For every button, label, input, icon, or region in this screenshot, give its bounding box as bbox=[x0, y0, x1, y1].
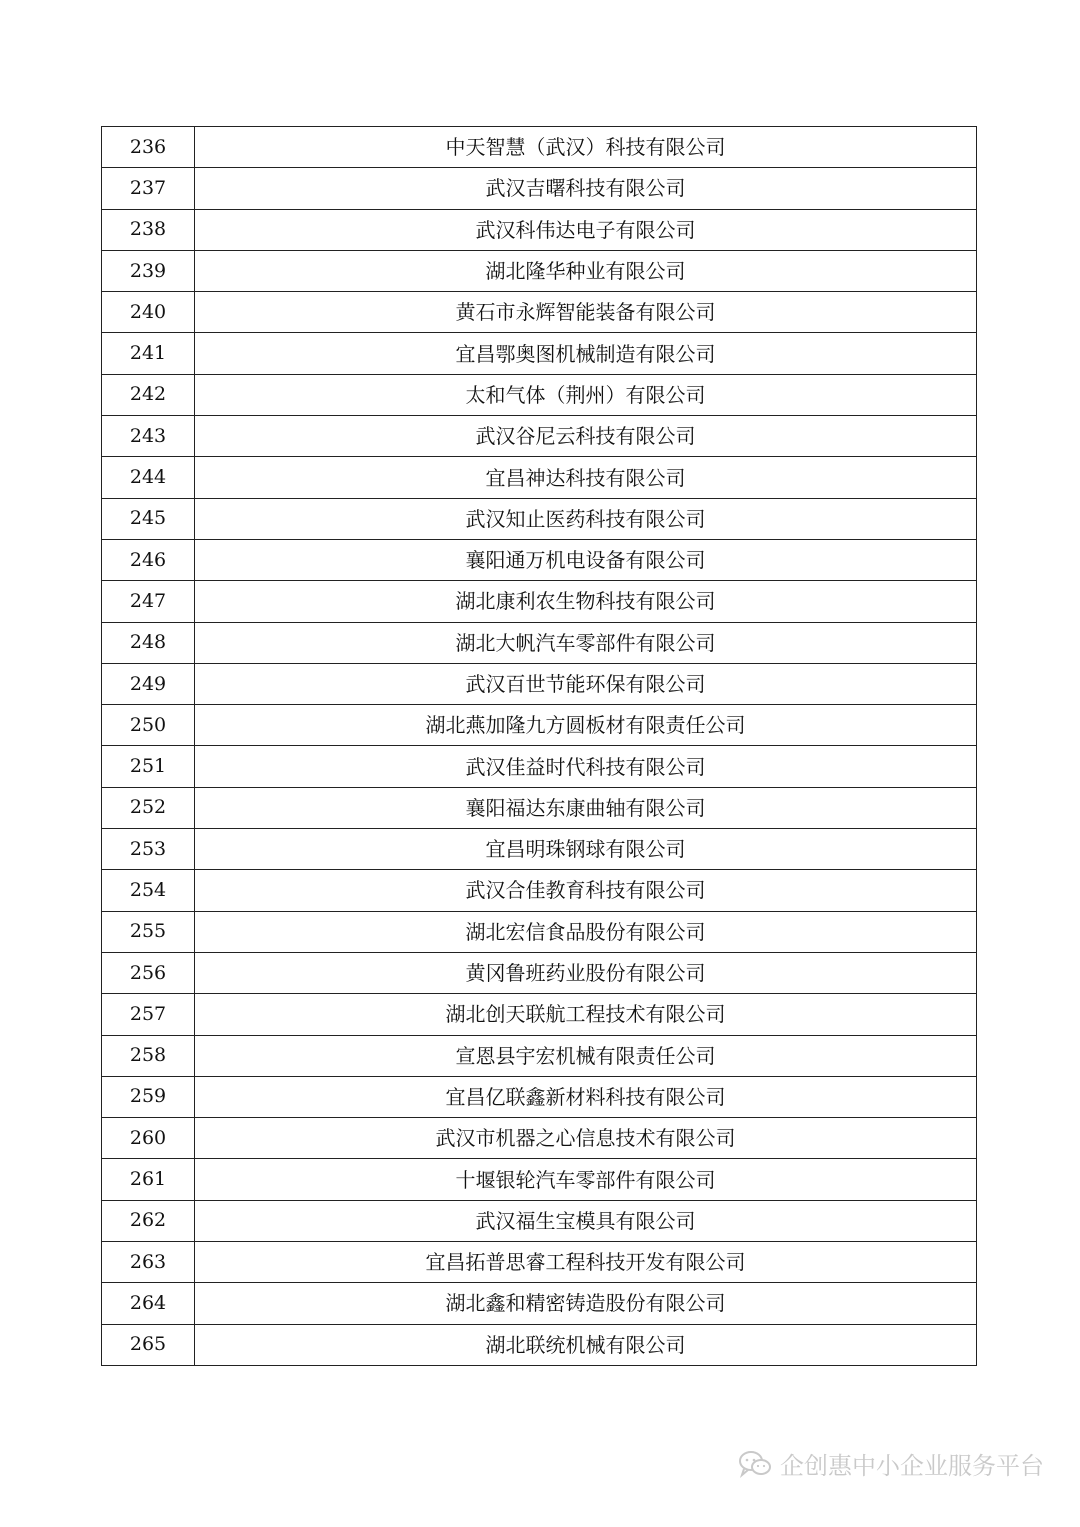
table-row bbox=[102, 705, 977, 746]
company-name-cell: 太和气体（荆州）有限公司 bbox=[195, 374, 977, 415]
row-number-cell: 251 bbox=[102, 746, 195, 787]
company-list-table bbox=[101, 126, 977, 1366]
watermark bbox=[738, 1446, 1044, 1481]
company-name-cell: 武汉福生宝模具有限公司 bbox=[195, 1200, 977, 1241]
row-number-cell: 241 bbox=[102, 333, 195, 374]
row-number-cell: 250 bbox=[102, 705, 195, 746]
company-name-cell: 宜昌拓普思睿工程科技开发有限公司 bbox=[195, 1242, 977, 1283]
table-row bbox=[102, 1283, 977, 1324]
table-row bbox=[102, 829, 977, 870]
company-name-cell: 湖北宏信食品股份有限公司 bbox=[195, 911, 977, 952]
watermark-text: 企创惠中小企业服务平台 bbox=[780, 1452, 1044, 1480]
row-number-cell: 239 bbox=[102, 250, 195, 291]
row-number-cell: 256 bbox=[102, 952, 195, 993]
company-name-cell: 湖北创天联航工程技术有限公司 bbox=[195, 994, 977, 1035]
table-row bbox=[102, 1159, 977, 1200]
table-row bbox=[102, 1324, 977, 1365]
table-row bbox=[102, 911, 977, 952]
row-number-cell: 261 bbox=[102, 1159, 195, 1200]
table-row bbox=[102, 994, 977, 1035]
company-name-cell: 襄阳福达东康曲轴有限公司 bbox=[195, 787, 977, 828]
company-name-cell: 黄冈鲁班药业股份有限公司 bbox=[195, 952, 977, 993]
row-number-cell: 252 bbox=[102, 787, 195, 828]
table-row bbox=[102, 581, 977, 622]
company-name-cell: 湖北燕加隆九方圆板材有限责任公司 bbox=[195, 705, 977, 746]
row-number-cell: 244 bbox=[102, 457, 195, 498]
company-name-cell: 宜昌神达科技有限公司 bbox=[195, 457, 977, 498]
row-number-cell: 259 bbox=[102, 1076, 195, 1117]
company-name-cell: 武汉市机器之心信息技术有限公司 bbox=[195, 1118, 977, 1159]
company-name-cell: 湖北联统机械有限公司 bbox=[195, 1324, 977, 1365]
table-row bbox=[102, 1200, 977, 1241]
row-number-cell: 248 bbox=[102, 622, 195, 663]
company-name-cell: 宜昌亿联鑫新材料科技有限公司 bbox=[195, 1076, 977, 1117]
row-number-cell: 247 bbox=[102, 581, 195, 622]
row-number-cell: 246 bbox=[102, 539, 195, 580]
row-number-cell: 249 bbox=[102, 663, 195, 704]
table-row bbox=[102, 457, 977, 498]
row-number-cell: 253 bbox=[102, 829, 195, 870]
company-name-cell: 武汉知止医药科技有限公司 bbox=[195, 498, 977, 539]
table-row bbox=[102, 333, 977, 374]
company-name-cell: 武汉谷尼云科技有限公司 bbox=[195, 416, 977, 457]
table-row bbox=[102, 1118, 977, 1159]
row-number-cell: 258 bbox=[102, 1035, 195, 1076]
table-row bbox=[102, 870, 977, 911]
row-number-cell: 255 bbox=[102, 911, 195, 952]
company-name-cell: 武汉佳益时代科技有限公司 bbox=[195, 746, 977, 787]
company-name-cell: 宜昌鄂奥图机械制造有限公司 bbox=[195, 333, 977, 374]
table-row bbox=[102, 209, 977, 250]
table-row bbox=[102, 1076, 977, 1117]
row-number-cell: 245 bbox=[102, 498, 195, 539]
wechat-icon bbox=[738, 1450, 772, 1478]
company-name-cell: 湖北隆华种业有限公司 bbox=[195, 250, 977, 291]
table-row bbox=[102, 374, 977, 415]
table-row bbox=[102, 622, 977, 663]
row-number-cell: 263 bbox=[102, 1242, 195, 1283]
row-number-cell: 242 bbox=[102, 374, 195, 415]
row-number-cell: 257 bbox=[102, 994, 195, 1035]
company-name-cell: 宜昌明珠钢球有限公司 bbox=[195, 829, 977, 870]
table-row bbox=[102, 1242, 977, 1283]
row-number-cell: 260 bbox=[102, 1118, 195, 1159]
company-name-cell: 武汉合佳教育科技有限公司 bbox=[195, 870, 977, 911]
table-row bbox=[102, 250, 977, 291]
row-number-cell: 238 bbox=[102, 209, 195, 250]
company-name-cell: 襄阳通万机电设备有限公司 bbox=[195, 539, 977, 580]
table-row bbox=[102, 168, 977, 209]
row-number-cell: 265 bbox=[102, 1324, 195, 1365]
company-name-cell: 黄石市永辉智能装备有限公司 bbox=[195, 292, 977, 333]
company-name-cell: 武汉科伟达电子有限公司 bbox=[195, 209, 977, 250]
table-row bbox=[102, 539, 977, 580]
table-row bbox=[102, 952, 977, 993]
table-row bbox=[102, 292, 977, 333]
row-number-cell: 237 bbox=[102, 168, 195, 209]
company-name-cell: 武汉吉曙科技有限公司 bbox=[195, 168, 977, 209]
company-name-cell: 湖北大帆汽车零部件有限公司 bbox=[195, 622, 977, 663]
company-name-cell: 湖北康利农生物科技有限公司 bbox=[195, 581, 977, 622]
company-name-cell: 宣恩县宇宏机械有限责任公司 bbox=[195, 1035, 977, 1076]
row-number-cell: 243 bbox=[102, 416, 195, 457]
table-row bbox=[102, 787, 977, 828]
company-name-cell: 武汉百世节能环保有限公司 bbox=[195, 663, 977, 704]
row-number-cell: 264 bbox=[102, 1283, 195, 1324]
table-row bbox=[102, 663, 977, 704]
company-name-cell: 中天智慧（武汉）科技有限公司 bbox=[195, 127, 977, 168]
table-row bbox=[102, 127, 977, 168]
table-row bbox=[102, 498, 977, 539]
table-row bbox=[102, 416, 977, 457]
table-row bbox=[102, 746, 977, 787]
row-number-cell: 262 bbox=[102, 1200, 195, 1241]
row-number-cell: 236 bbox=[102, 127, 195, 168]
company-list-body bbox=[102, 127, 977, 1366]
row-number-cell: 240 bbox=[102, 292, 195, 333]
company-name-cell: 十堰银轮汽车零部件有限公司 bbox=[195, 1159, 977, 1200]
row-number-cell: 254 bbox=[102, 870, 195, 911]
company-name-cell: 湖北鑫和精密铸造股份有限公司 bbox=[195, 1283, 977, 1324]
table-row bbox=[102, 1035, 977, 1076]
